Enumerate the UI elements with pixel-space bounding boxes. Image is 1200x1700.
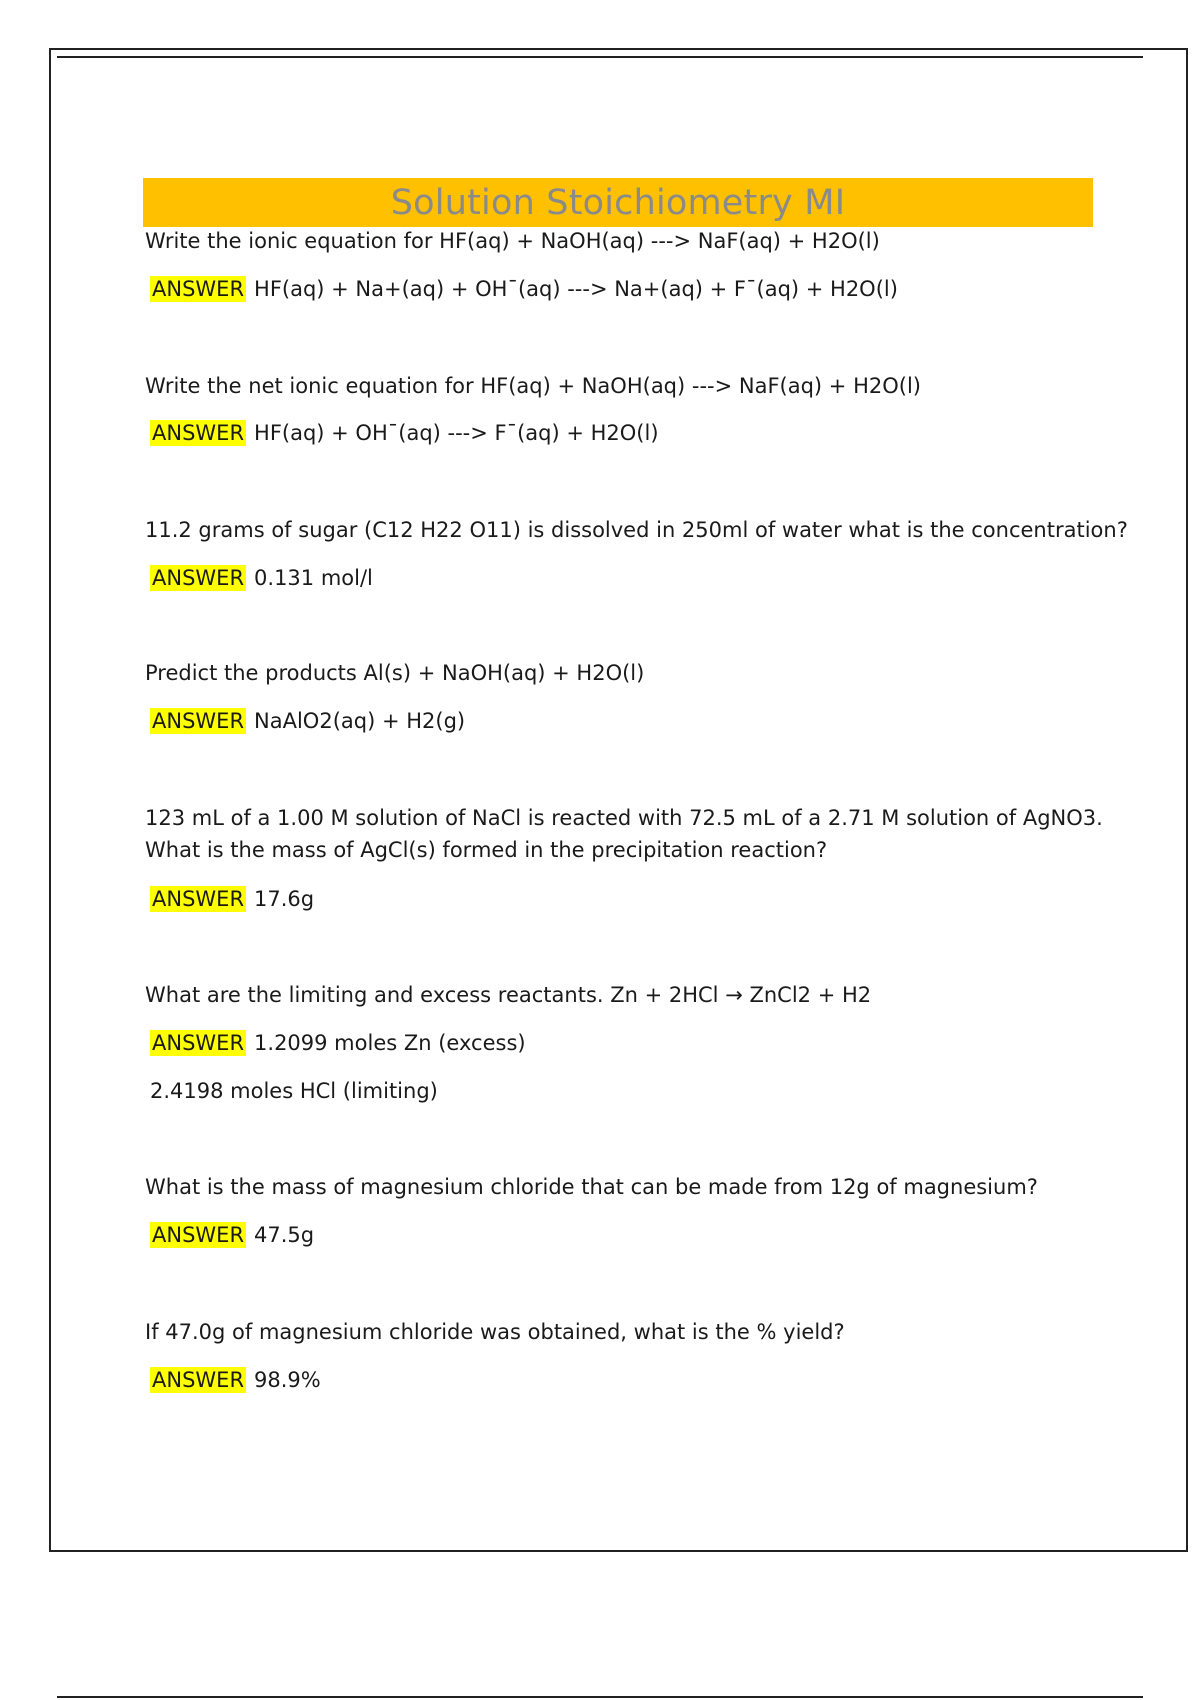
answer-3 — [150, 564, 373, 592]
answer-text: 98.9% — [254, 1368, 321, 1392]
question-2: Write the net ionic equation for HF(aq) + NaOH(aq) ---> NaF(aq) + H2O(l) — [145, 374, 921, 398]
question-6: What are the limiting and excess reactants. Zn + 2HCl → ZnCl2 + H2 — [145, 983, 872, 1007]
answer-text: 17.6g — [254, 887, 315, 911]
question-1: Write the ionic equation for HF(aq) + NaOH(aq) ---> NaF(aq) + H2O(l) — [145, 229, 880, 253]
question-3: 11.2 grams of sugar (C12 H22 O11) is dissolved in 250ml of water what is the concentration? — [145, 518, 1128, 542]
answer-text: HF(aq) + Na+(aq) + OH¯(aq) ---> Na+(aq) + F¯(aq) + H2O(l) — [254, 277, 898, 301]
top-rule — [57, 56, 1143, 58]
answer-label: ANSWER — [152, 709, 245, 733]
title-bar — [143, 178, 1093, 227]
answer-label: ANSWER — [152, 566, 245, 590]
page-title: Solution Stoichiometry MI — [390, 182, 846, 223]
question-8: If 47.0g of magnesium chloride was obtained, what is the % yield? — [145, 1320, 845, 1344]
question-5-line-2: What is the mass of AgCl(s) formed in the precipitation reaction? — [145, 838, 828, 862]
answer-7 — [150, 1221, 314, 1249]
answer-4 — [150, 707, 465, 735]
question-4: Predict the products Al(s) + NaOH(aq) + H2O(l) — [145, 661, 645, 685]
answer-text: HF(aq) + OH¯(aq) ---> F¯(aq) + H2O(l) — [254, 421, 659, 445]
answer-text: 1.2099 moles Zn (excess) — [254, 1031, 526, 1055]
answer-label: ANSWER — [152, 1031, 245, 1055]
answer-1 — [150, 275, 898, 303]
answer-label: ANSWER — [152, 1368, 245, 1392]
question-7: What is the mass of magnesium chloride that can be made from 12g of magnesium? — [145, 1175, 1038, 1199]
answer-6-extra: 2.4198 moles HCl (limiting) — [150, 1079, 438, 1103]
answer-text: 0.131 mol/l — [254, 566, 373, 590]
answer-text: NaAlO2(aq) + H2(g) — [254, 709, 466, 733]
answer-6 — [150, 1029, 526, 1057]
answer-label: ANSWER — [152, 887, 245, 911]
question-5-line-1: 123 mL of a 1.00 M solution of NaCl is reacted with 72.5 mL of a 2.71 M solution of AgNO3. — [145, 806, 1103, 830]
answer-label: ANSWER — [152, 277, 245, 301]
answer-label: ANSWER — [152, 1223, 245, 1247]
answer-text: 47.5g — [254, 1223, 315, 1247]
answer-label: ANSWER — [152, 421, 245, 445]
answer-8 — [150, 1366, 321, 1394]
answer-5 — [150, 885, 314, 913]
answer-2 — [150, 419, 659, 447]
bottom-rule — [57, 1696, 1143, 1698]
